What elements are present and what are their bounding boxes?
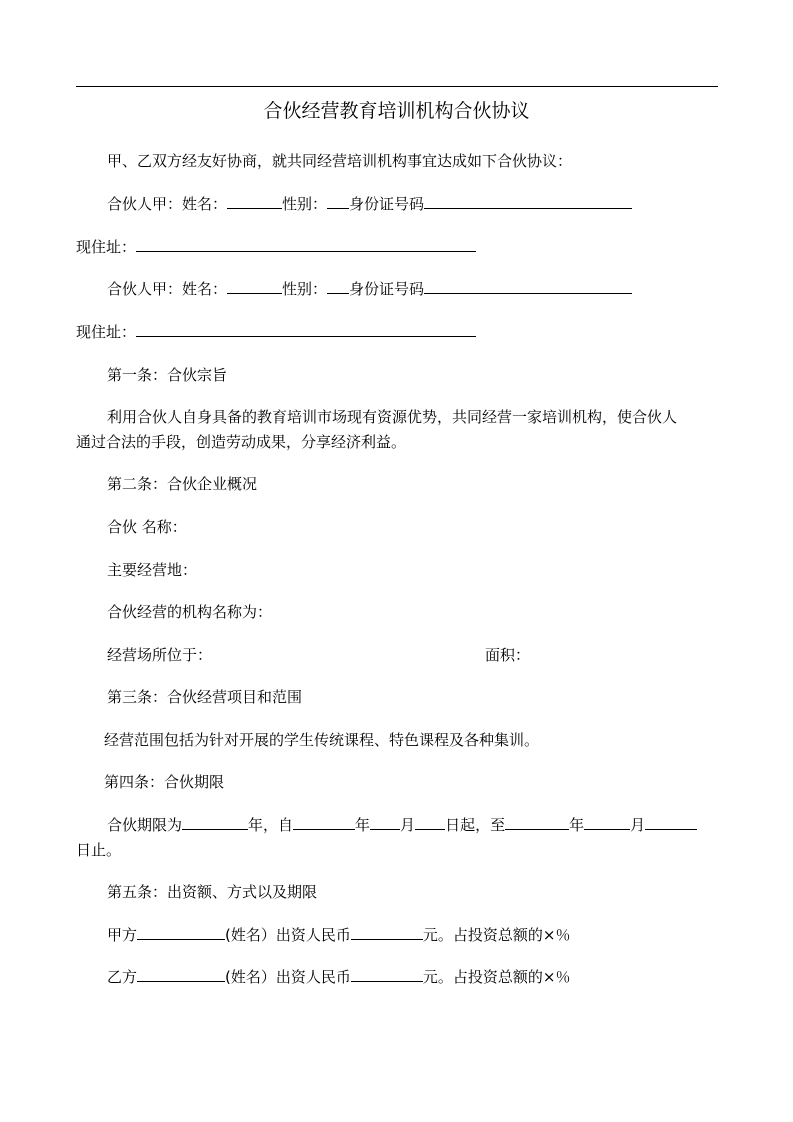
party-b-mid-label: (姓名）出资人民币: [225, 968, 351, 986]
party-a-label: 甲方: [107, 926, 138, 944]
partner-a2-line: [107, 279, 632, 299]
party-b-tail-label: 元。占投资总额的×％: [422, 968, 571, 986]
end-year-label: 年: [569, 816, 585, 834]
end-month-label: 月: [630, 816, 646, 834]
end-month-blank[interactable]: [584, 815, 630, 830]
partner-a1-address-line: [76, 237, 476, 257]
partner-a2-address-label: 现住址：: [76, 323, 137, 341]
term-label: 合伙期限为: [107, 816, 183, 834]
partner-a1-address-label: 现住址：: [76, 238, 137, 256]
document-title: 合伙经营教育培训机构合伙协议: [263, 100, 530, 122]
article-1-paragraph-line-1: 利用合伙人自身具备的教育培训市场现有资源优势，共同经营一家培训机构，使合伙人: [107, 408, 678, 426]
partner-a2-gender-blank[interactable]: [327, 279, 349, 294]
party-a-name-blank[interactable]: [137, 925, 225, 940]
organization-name-label: 合伙经营的机构名称为：: [107, 603, 273, 621]
start-month-blank[interactable]: [370, 815, 400, 830]
start-day-blank[interactable]: [415, 815, 445, 830]
partner-a2-gender-label: 性别：: [282, 280, 328, 298]
partner-a2-address-line: [76, 322, 476, 342]
article-1-heading: 第一条：合伙宗旨: [107, 366, 228, 384]
party-a-amount-blank[interactable]: [351, 925, 423, 940]
party-b-name-blank[interactable]: [137, 967, 225, 982]
partner-a1-gender-label: 性别：: [282, 195, 328, 213]
partner-a1-name-blank[interactable]: [227, 194, 282, 209]
article-3-heading: 第三条：合伙经营项目和范围: [107, 688, 303, 706]
partner-a2-name-label: 合伙人甲：姓名：: [107, 280, 228, 298]
party-a-capital-line: [107, 925, 570, 945]
end-day-blank[interactable]: [645, 815, 697, 830]
partner-a1-line: [107, 194, 632, 214]
partner-a2-address-blank[interactable]: [136, 322, 476, 337]
party-a-mid-label: (姓名）出资人民币: [225, 926, 351, 944]
party-a-tail-label: 元。占投资总额的×％: [422, 926, 571, 944]
article-2-heading: 第二条：合伙企业概况: [107, 475, 258, 493]
start-month-label: 月: [400, 816, 416, 834]
header-rule: [76, 86, 718, 87]
start-year-label: 年: [355, 816, 371, 834]
article-4-heading: 第四条：合伙期限: [104, 773, 225, 791]
term-from-label: 年，自: [248, 816, 294, 834]
partner-a1-id-blank[interactable]: [424, 194, 632, 209]
start-year-blank[interactable]: [293, 815, 355, 830]
start-day-label: 日起，至: [445, 816, 506, 834]
term-years-blank[interactable]: [182, 815, 248, 830]
intro-paragraph: 甲、乙双方经友好协商，就共同经营培训机构事宜达成如下合伙协议：: [107, 152, 573, 170]
partner-a1-address-blank[interactable]: [136, 237, 476, 252]
area-label: 面积：: [485, 646, 531, 664]
article-1-paragraph-line-2: 通过合法的手段，创造劳动成果，分享经济利益。: [76, 433, 407, 451]
partnership-name-label: 合伙 名称：: [107, 518, 187, 536]
partner-a1-name-label: 合伙人甲：姓名：: [107, 195, 228, 213]
partner-a1-gender-blank[interactable]: [327, 194, 349, 209]
main-business-place-label: 主要经营地：: [107, 561, 198, 579]
partner-a1-id-label: 身份证号码: [349, 195, 425, 213]
end-year-blank[interactable]: [505, 815, 569, 830]
term-line: [107, 815, 697, 835]
article-5-heading: 第五条：出资额、方式以及期限: [107, 883, 318, 901]
partner-a2-name-blank[interactable]: [227, 279, 282, 294]
term-end-label: 日止。: [76, 841, 122, 859]
partner-a2-id-label: 身份证号码: [349, 280, 425, 298]
business-scope-text: 经营范围包括为针对开展的学生传统课程、特色课程及各种集训。: [104, 731, 540, 749]
party-b-capital-line: [107, 967, 570, 987]
party-b-label: 乙方: [107, 968, 138, 986]
partner-a2-id-blank[interactable]: [424, 279, 632, 294]
party-b-amount-blank[interactable]: [351, 967, 423, 982]
business-site-label: 经营场所位于：: [107, 646, 213, 664]
